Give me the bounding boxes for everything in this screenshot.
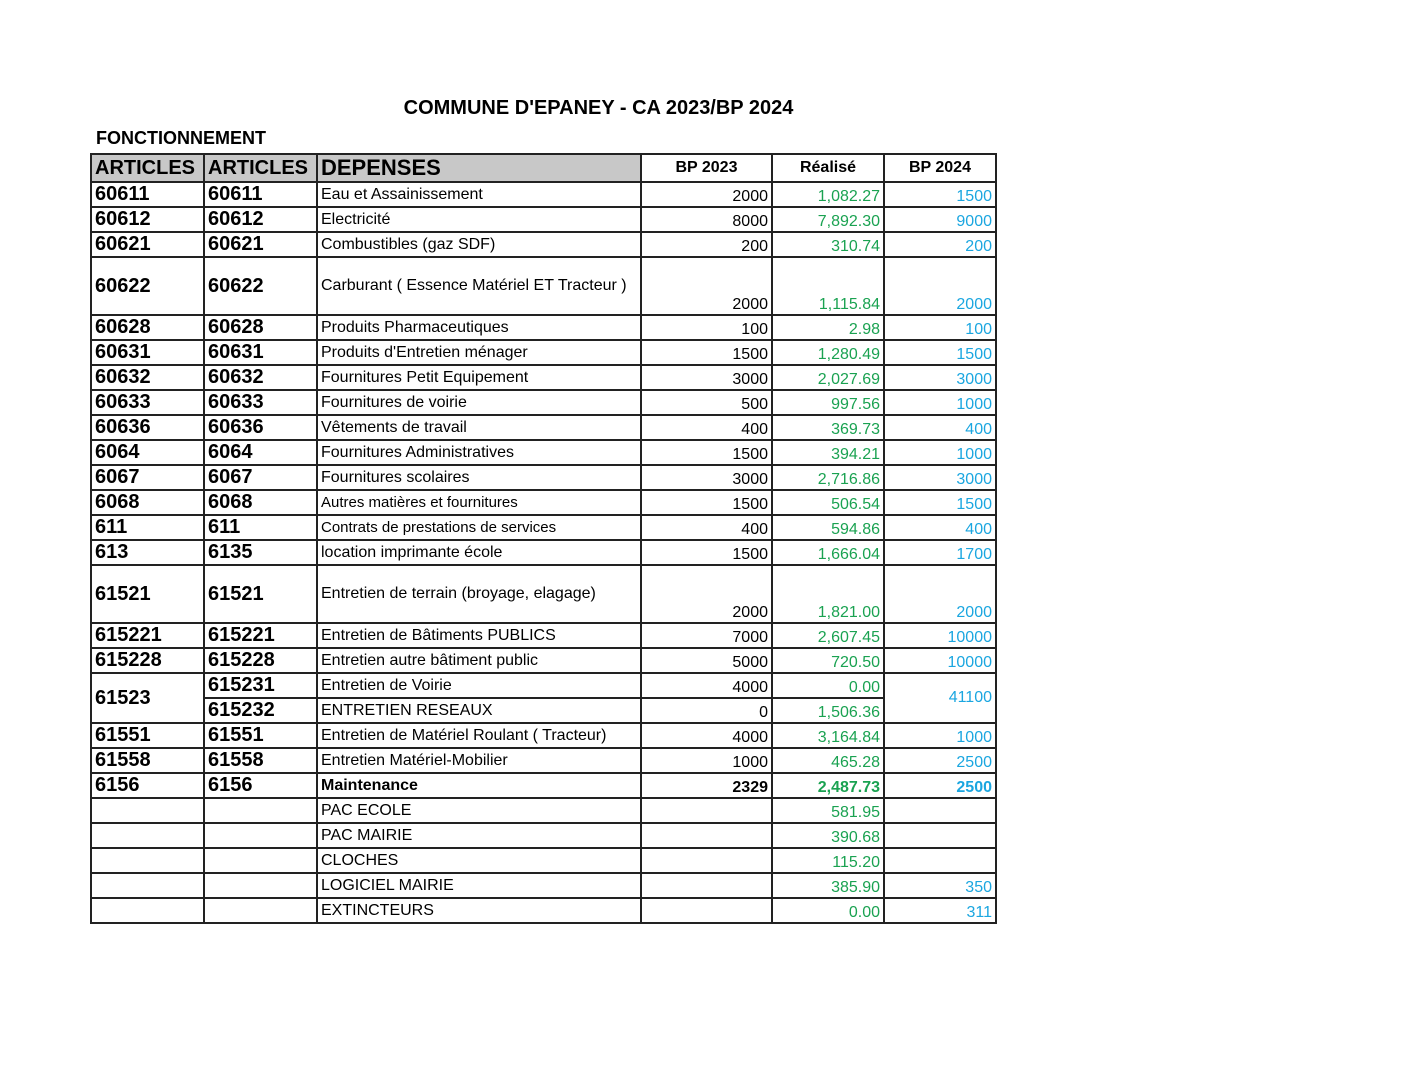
article-subcode: 6068 — [204, 490, 317, 515]
bp2023-value: 100 — [641, 315, 772, 340]
bp2023-value: 7000 — [641, 623, 772, 648]
expense-label: CLOCHES — [317, 848, 641, 873]
article-subcode: 60628 — [204, 315, 317, 340]
bp2023-value: 400 — [641, 415, 772, 440]
bp2023-value: 500 — [641, 390, 772, 415]
bp2024-value: 200 — [884, 232, 996, 257]
expense-label: Fournitures de voirie — [317, 390, 641, 415]
header-realise: Réalisé — [772, 154, 884, 182]
table-row — [91, 698, 996, 723]
article-code: 61551 — [91, 723, 204, 748]
bp2023-value: 1500 — [641, 440, 772, 465]
article-code: 61558 — [91, 748, 204, 773]
realise-value: 1,666.04 — [772, 540, 884, 565]
header-bp2024: BP 2024 — [884, 154, 996, 182]
article-code: 6156 — [91, 773, 204, 798]
expense-label: LOGICIEL MAIRIE — [317, 873, 641, 898]
expense-label: Entretien de Bâtiments PUBLICS — [317, 623, 641, 648]
article-subcode: 61551 — [204, 723, 317, 748]
article-code: 60631 — [91, 340, 204, 365]
realise-value: 2,487.73 — [772, 773, 884, 798]
bp2024-value: 41100 — [884, 673, 996, 723]
realise-value: 1,082.27 — [772, 182, 884, 207]
table-row — [91, 723, 996, 748]
expense-label: Entretien de terrain (broyage, elagage) — [317, 565, 641, 623]
article-subcode: 60633 — [204, 390, 317, 415]
expense-label: ENTRETIEN RESEAUX — [317, 698, 641, 723]
article-code: 6064 — [91, 440, 204, 465]
realise-value: 465.28 — [772, 748, 884, 773]
article-subcode: 60636 — [204, 415, 317, 440]
expense-label: Produits Pharmaceutiques — [317, 315, 641, 340]
realise-value: 7,892.30 — [772, 207, 884, 232]
article-code: 611 — [91, 515, 204, 540]
article-code: 60622 — [91, 257, 204, 315]
expense-label: Entretien de Matériel Roulant ( Tracteur) — [317, 723, 641, 748]
article-subcode: 60612 — [204, 207, 317, 232]
page-title: COMMUNE D'EPANEY - CA 2023/BP 2024 — [403, 97, 794, 119]
article-code: 60632 — [91, 365, 204, 390]
table-row — [91, 207, 996, 232]
article-subcode: 615221 — [204, 623, 317, 648]
bp2023-value: 2329 — [641, 773, 772, 798]
realise-value: 2,027.69 — [772, 365, 884, 390]
bp2023-value: 4000 — [641, 723, 772, 748]
article-subcode: 61558 — [204, 748, 317, 773]
table-row — [91, 315, 996, 340]
table-row — [91, 798, 996, 823]
expense-label: Fournitures Petit Equipement — [317, 365, 641, 390]
header-articles-1: ARTICLES — [91, 154, 204, 182]
realise-value: 2.98 — [772, 315, 884, 340]
realise-value: 3,164.84 — [772, 723, 884, 748]
expense-label: Contrats de prestations de services — [317, 515, 641, 540]
table-row — [91, 390, 996, 415]
realise-value: 594.86 — [772, 515, 884, 540]
table-row — [91, 365, 996, 390]
bp2024-value: 2500 — [884, 748, 996, 773]
article-subcode: 6067 — [204, 465, 317, 490]
bp2024-value: 1000 — [884, 723, 996, 748]
article-code: 60628 — [91, 315, 204, 340]
article-subcode: 60632 — [204, 365, 317, 390]
realise-value: 506.54 — [772, 490, 884, 515]
bp2024-value: 1000 — [884, 440, 996, 465]
table-row — [91, 440, 996, 465]
table-row — [91, 848, 996, 873]
realise-value: 1,280.49 — [772, 340, 884, 365]
expense-label: PAC ECOLE — [317, 798, 641, 823]
bp2024-value: 311 — [884, 898, 996, 923]
article-subcode: 6156 — [204, 773, 317, 798]
bp2024-value: 10000 — [884, 648, 996, 673]
bp2024-value: 2000 — [884, 257, 996, 315]
article-subcode: 60622 — [204, 257, 317, 315]
bp2023-value: 1500 — [641, 490, 772, 515]
expense-label: EXTINCTEURS — [317, 898, 641, 923]
realise-value: 0.00 — [772, 898, 884, 923]
expense-label: Entretien de Voirie — [317, 673, 641, 698]
header-depenses: DEPENSES — [317, 154, 641, 182]
expense-label: Eau et Assainissement — [317, 182, 641, 207]
expense-label: Fournitures scolaires — [317, 465, 641, 490]
article-code: 60611 — [91, 182, 204, 207]
article-code: 615228 — [91, 648, 204, 673]
bp2024-value: 3000 — [884, 365, 996, 390]
table-row — [91, 748, 996, 773]
bp2024-value: 400 — [884, 515, 996, 540]
realise-value: 0.00 — [772, 673, 884, 698]
realise-value: 115.20 — [772, 848, 884, 873]
realise-value: 385.90 — [772, 873, 884, 898]
article-code: 60633 — [91, 390, 204, 415]
table-row — [91, 540, 996, 565]
article-code: 60621 — [91, 232, 204, 257]
article-code: 6067 — [91, 465, 204, 490]
bp2024-value: 1500 — [884, 182, 996, 207]
expense-label: Entretien autre bâtiment public — [317, 648, 641, 673]
bp2024-value: 350 — [884, 873, 996, 898]
article-code: 615221 — [91, 623, 204, 648]
table-row — [91, 873, 996, 898]
expense-label: Autres matières et fournitures — [317, 490, 641, 515]
bp2023-value: 2000 — [641, 565, 772, 623]
bp2023-value: 1000 — [641, 748, 772, 773]
table-row — [91, 648, 996, 673]
table-row — [91, 465, 996, 490]
expense-label: Carburant ( Essence Matériel ET Tracteur ) — [317, 257, 641, 315]
budget-table — [90, 153, 997, 924]
bp2024-value: 1700 — [884, 540, 996, 565]
bp2023-value: 1500 — [641, 340, 772, 365]
bp2024-value: 2000 — [884, 565, 996, 623]
realise-value: 720.50 — [772, 648, 884, 673]
bp2023-value: 200 — [641, 232, 772, 257]
bp2024-value: 100 — [884, 315, 996, 340]
bp2024-value: 1500 — [884, 490, 996, 515]
article-subcode: 61521 — [204, 565, 317, 623]
realise-value: 581.95 — [772, 798, 884, 823]
article-subcode: 615228 — [204, 648, 317, 673]
table-row — [91, 823, 996, 848]
table-row — [91, 415, 996, 440]
table-row — [91, 673, 996, 698]
article-code: 61523 — [91, 673, 204, 723]
expense-label: Produits d'Entretien ménager — [317, 340, 641, 365]
article-subcode: 6135 — [204, 540, 317, 565]
realise-value: 390.68 — [772, 823, 884, 848]
header-articles-2: ARTICLES — [204, 154, 317, 182]
realise-value: 369.73 — [772, 415, 884, 440]
article-subcode: 6064 — [204, 440, 317, 465]
table-row — [91, 565, 996, 623]
bp2024-value: 2500 — [884, 773, 996, 798]
bp2023-value: 5000 — [641, 648, 772, 673]
header-bp2023: BP 2023 — [641, 154, 772, 182]
realise-value: 997.56 — [772, 390, 884, 415]
article-code: 60612 — [91, 207, 204, 232]
article-subcode: 615231 — [204, 673, 317, 698]
expense-label: Entretien Matériel-Mobilier — [317, 748, 641, 773]
table-row — [91, 623, 996, 648]
bp2023-value: 1500 — [641, 540, 772, 565]
expense-label: Combustibles (gaz SDF) — [317, 232, 641, 257]
expense-label: Fournitures Administratives — [317, 440, 641, 465]
section-title: FONCTIONNEMENT — [96, 128, 266, 148]
bp2023-value: 3000 — [641, 465, 772, 490]
table-row — [91, 515, 996, 540]
table-row — [91, 182, 996, 207]
realise-value: 1,115.84 — [772, 257, 884, 315]
table-row — [91, 490, 996, 515]
article-subcode: 60631 — [204, 340, 317, 365]
bp2023-value: 4000 — [641, 673, 772, 698]
bp2023-value: 2000 — [641, 257, 772, 315]
table-row — [91, 257, 996, 315]
bp2024-value: 9000 — [884, 207, 996, 232]
realise-value: 1,506.36 — [772, 698, 884, 723]
bp2023-value: 2000 — [641, 182, 772, 207]
article-code: 61521 — [91, 565, 204, 623]
article-code: 60636 — [91, 415, 204, 440]
article-subcode: 60611 — [204, 182, 317, 207]
realise-value: 1,821.00 — [772, 565, 884, 623]
table-row — [91, 340, 996, 365]
expense-label: Electricité — [317, 207, 641, 232]
table-row — [91, 773, 996, 798]
bp2023-value: 400 — [641, 515, 772, 540]
bp2024-value: 3000 — [884, 465, 996, 490]
table-row — [91, 898, 996, 923]
realise-value: 2,716.86 — [772, 465, 884, 490]
realise-value: 2,607.45 — [772, 623, 884, 648]
article-code: 6068 — [91, 490, 204, 515]
bp2024-value: 1500 — [884, 340, 996, 365]
bp2024-value: 10000 — [884, 623, 996, 648]
article-subcode: 611 — [204, 515, 317, 540]
bp2024-value: 400 — [884, 415, 996, 440]
expense-label: location imprimante école — [317, 540, 641, 565]
article-subcode: 60621 — [204, 232, 317, 257]
bp2023-value: 3000 — [641, 365, 772, 390]
realise-value: 310.74 — [772, 232, 884, 257]
bp2024-value: 1000 — [884, 390, 996, 415]
realise-value: 394.21 — [772, 440, 884, 465]
bp2023-value: 0 — [641, 698, 772, 723]
expense-label: Vêtements de travail — [317, 415, 641, 440]
bp2023-value: 8000 — [641, 207, 772, 232]
expense-label: PAC MAIRIE — [317, 823, 641, 848]
article-subcode: 615232 — [204, 698, 317, 723]
expense-label: Maintenance — [317, 773, 641, 798]
article-code: 613 — [91, 540, 204, 565]
table-row — [91, 232, 996, 257]
